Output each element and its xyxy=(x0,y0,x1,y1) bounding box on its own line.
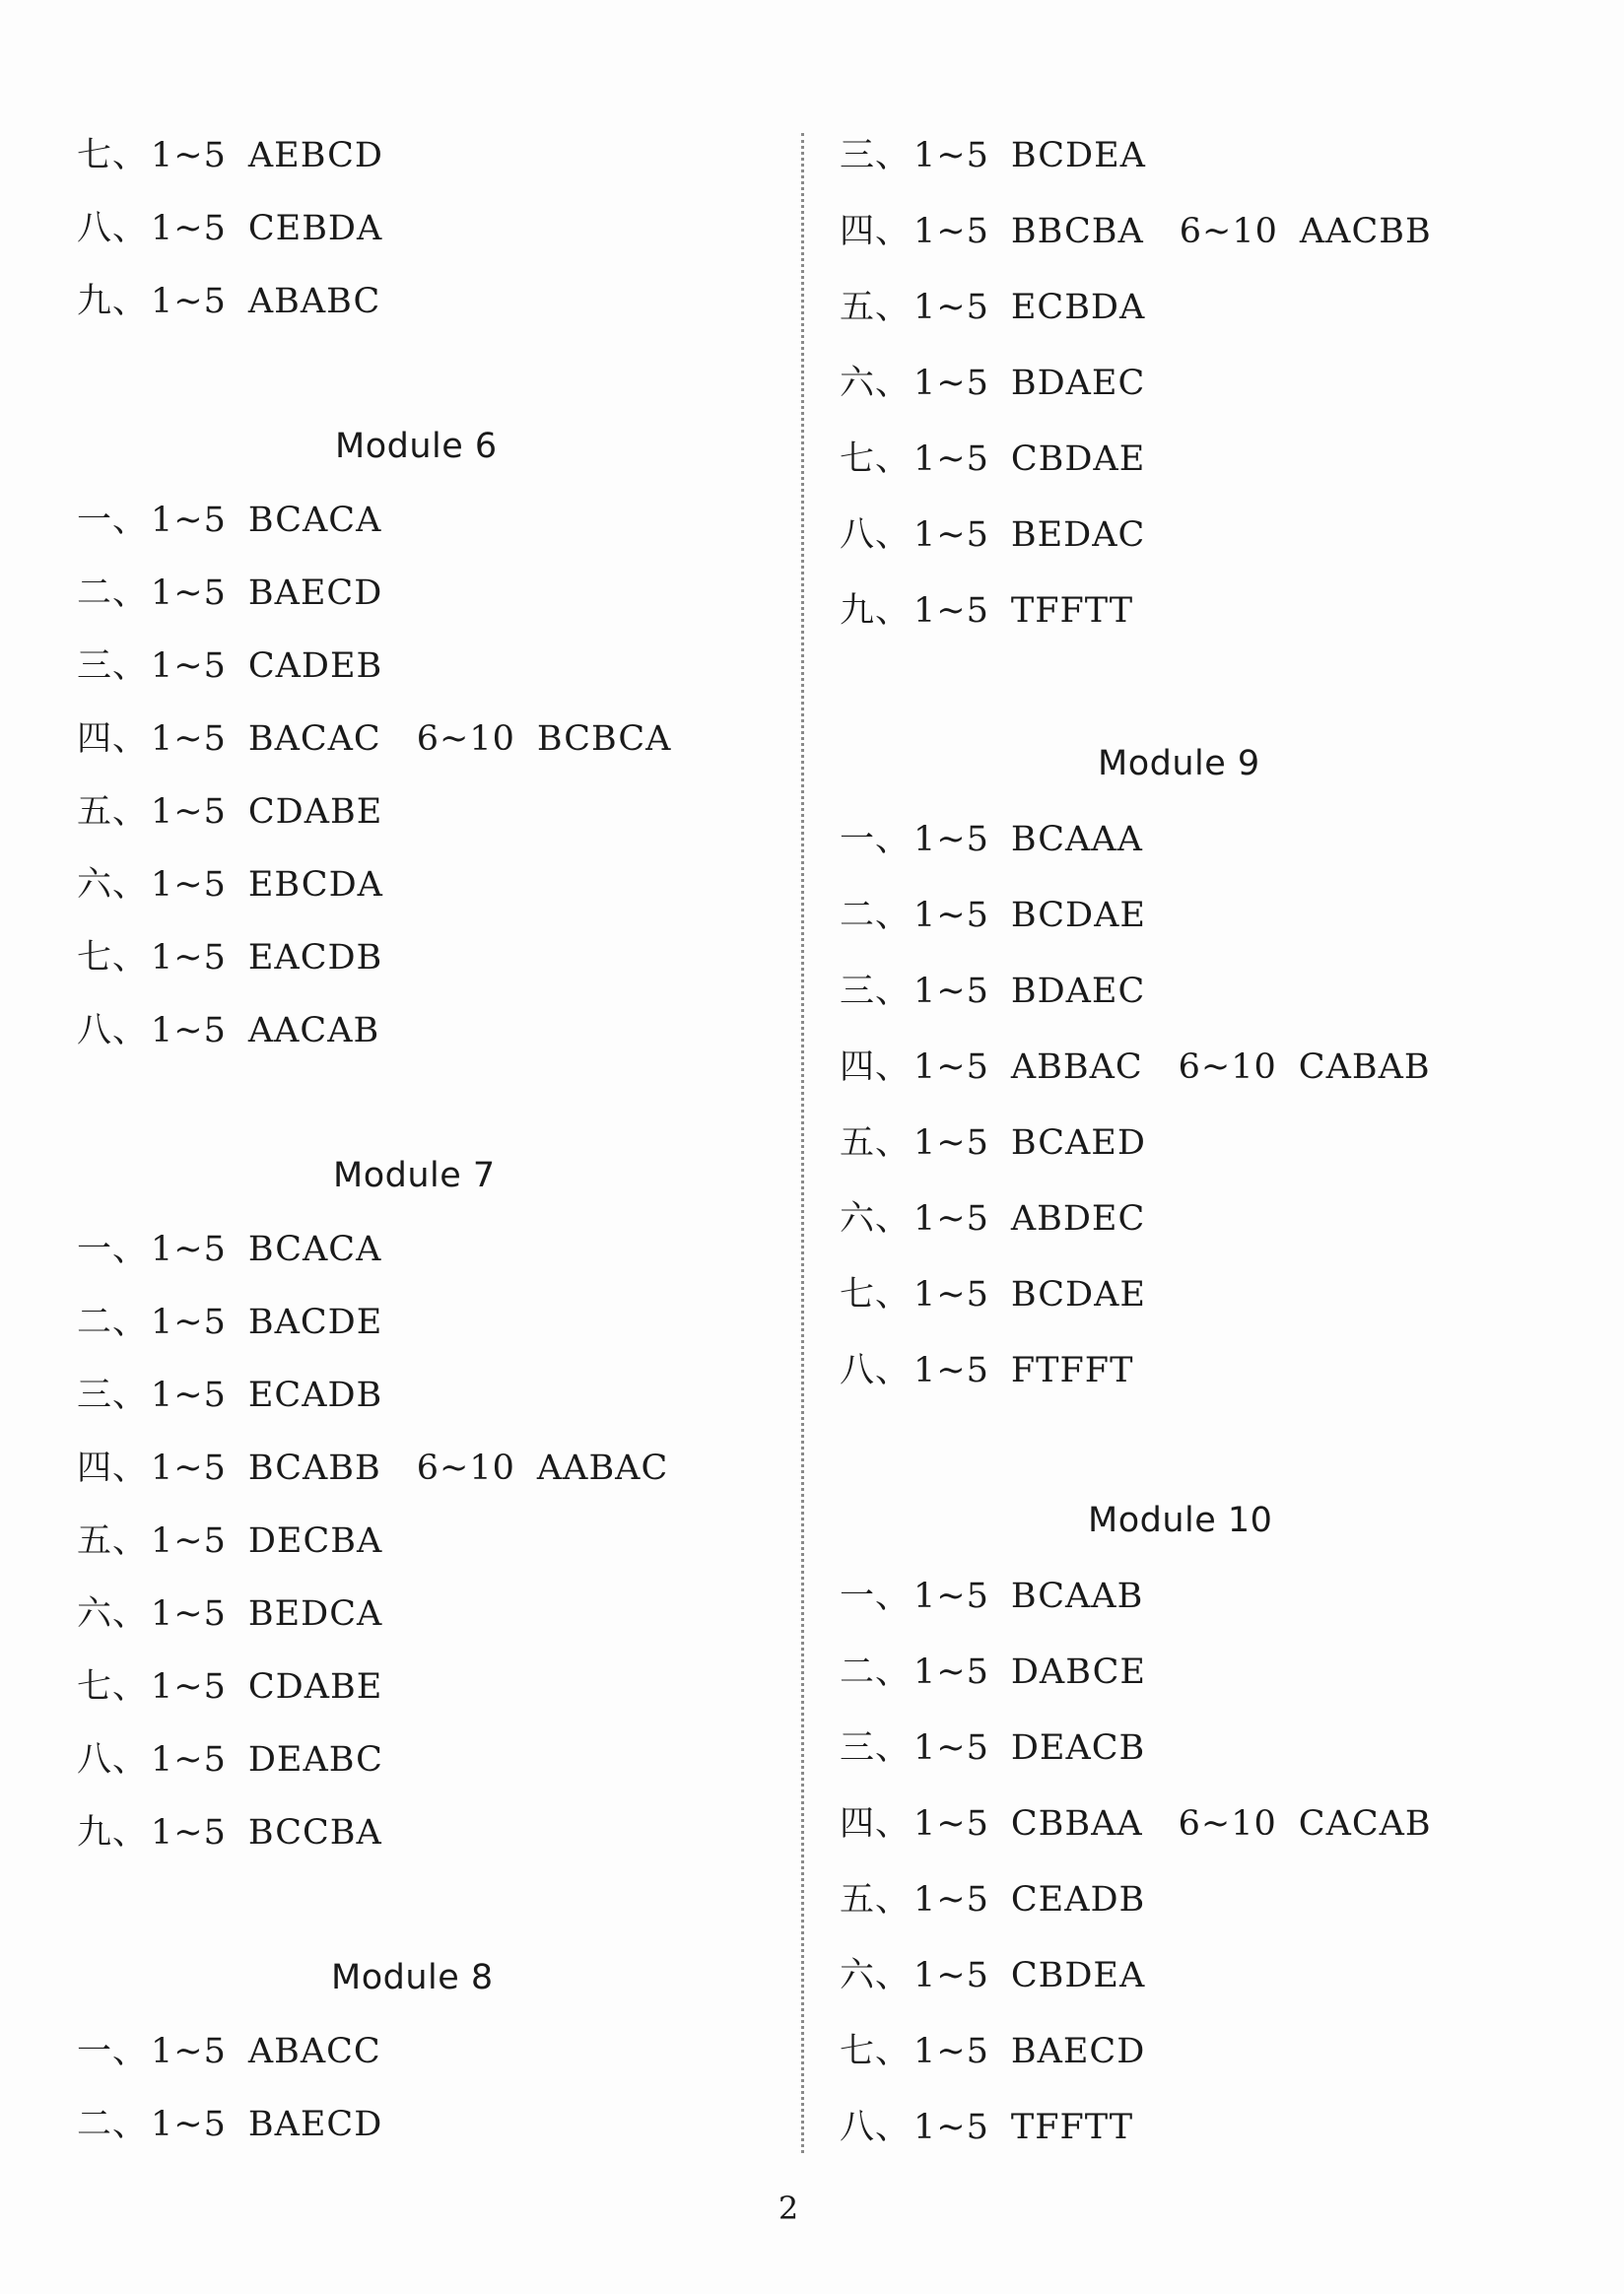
question-number: 一、 xyxy=(840,1577,912,1616)
answer-line xyxy=(77,2027,381,2076)
question-range: 1~5 xyxy=(914,591,989,631)
answers: BCAAB xyxy=(1010,1577,1144,1616)
answers: CEADB xyxy=(1010,1880,1146,1920)
question-range: 1~5 xyxy=(151,792,227,832)
question-number: 五、 xyxy=(840,288,912,327)
answers: BCDEA xyxy=(1010,136,1146,175)
question-number: 七、 xyxy=(77,938,149,978)
answer-line xyxy=(840,1875,1145,1924)
module-heading: Module 9 xyxy=(1098,744,1260,783)
question-range: 1~5 xyxy=(151,1594,227,1634)
answer-line xyxy=(77,1371,382,1420)
answer-line xyxy=(77,1225,381,1274)
answer-line xyxy=(77,1444,668,1493)
question-range: 1~5 xyxy=(151,1449,227,1488)
question-number: 二、 xyxy=(77,574,149,613)
answers: CACAB xyxy=(1298,1804,1432,1844)
answer-line xyxy=(840,1572,1143,1621)
answer-line xyxy=(840,967,1145,1016)
question-number: 八、 xyxy=(77,209,149,248)
answers: BCCBA xyxy=(247,1813,382,1853)
question-range: 1~5 xyxy=(151,1521,227,1561)
answers: ABABC xyxy=(247,282,381,321)
answer-line xyxy=(77,2100,382,2149)
question-number: 三、 xyxy=(840,972,912,1011)
answers: BBCBA xyxy=(1010,212,1144,251)
answers: ABDEC xyxy=(1010,1199,1146,1239)
question-range: 1~5 xyxy=(151,719,227,759)
module-heading: Module 7 xyxy=(333,1156,496,1195)
question-range: 1~5 xyxy=(151,1667,227,1707)
answer-line xyxy=(77,1006,379,1055)
question-number: 六、 xyxy=(840,1956,912,1995)
answers: CADEB xyxy=(247,646,383,686)
answer-line xyxy=(840,815,1143,864)
answers: ECADB xyxy=(247,1376,383,1415)
answer-line xyxy=(840,1723,1145,1773)
answers: CDABE xyxy=(247,792,383,832)
answers: BCACA xyxy=(247,1230,382,1269)
question-number: 六、 xyxy=(77,865,149,905)
page-number: 2 xyxy=(778,2190,799,2227)
question-number: 五、 xyxy=(77,792,149,832)
question-range: 1~5 xyxy=(151,574,227,613)
question-number: 八、 xyxy=(77,1740,149,1780)
answers: FTFFT xyxy=(1010,1351,1134,1390)
question-number: 五、 xyxy=(840,1880,912,1920)
module-heading: Module 6 xyxy=(335,427,498,466)
answer-line xyxy=(840,1648,1146,1697)
question-number: 六、 xyxy=(840,364,912,403)
answers: BAECD xyxy=(1010,2032,1146,2071)
answer-line xyxy=(77,714,671,764)
question-number: 六、 xyxy=(840,1199,912,1239)
question-number: 三、 xyxy=(840,1728,912,1768)
question-number: 八、 xyxy=(840,2108,912,2147)
answer-line xyxy=(840,1346,1133,1395)
question-range: 1~5 xyxy=(914,1956,989,1995)
module-heading: Module 10 xyxy=(1088,1501,1273,1540)
question-range: 1~5 xyxy=(151,1740,227,1780)
answers: BAECD xyxy=(247,2105,383,2144)
question-range: 1~5 xyxy=(914,1123,989,1163)
answers: BDAEC xyxy=(1010,972,1146,1011)
question-range: 1~5 xyxy=(914,136,989,175)
answer-line xyxy=(77,131,383,180)
question-number: 七、 xyxy=(77,136,149,175)
question-number: 四、 xyxy=(77,719,149,759)
answer-line xyxy=(840,207,1432,256)
question-number: 一、 xyxy=(840,820,912,859)
answers: BACAC xyxy=(247,719,381,759)
question-number: 七、 xyxy=(840,1275,912,1315)
answers: AACAB xyxy=(247,1011,380,1050)
answer-line xyxy=(840,1194,1145,1244)
answer-line xyxy=(840,131,1146,180)
answers: BCAED xyxy=(1010,1123,1146,1163)
question-range: 6~10 xyxy=(416,1449,515,1488)
answers: AEBCD xyxy=(247,136,383,175)
question-number: 九、 xyxy=(77,282,149,321)
answers: ABACC xyxy=(247,2032,381,2071)
question-range: 1~5 xyxy=(151,1230,227,1269)
question-range: 1~5 xyxy=(914,1728,989,1768)
question-range: 1~5 xyxy=(914,1880,989,1920)
answer-line xyxy=(840,1043,1431,1092)
question-range: 1~5 xyxy=(914,1577,989,1616)
question-number: 七、 xyxy=(77,1667,149,1707)
answers: AABAC xyxy=(536,1449,669,1488)
answers: BCAAA xyxy=(1010,820,1143,859)
question-range: 6~10 xyxy=(1178,1047,1277,1087)
question-range: 6~10 xyxy=(1179,212,1278,251)
question-range: 1~5 xyxy=(151,938,227,978)
answer-line xyxy=(840,891,1146,940)
answer-line xyxy=(77,204,382,253)
question-number: 四、 xyxy=(77,1449,149,1488)
question-range: 1~5 xyxy=(914,972,989,1011)
answers: CDABE xyxy=(247,1667,383,1707)
question-range: 1~5 xyxy=(914,515,989,555)
module-heading: Module 8 xyxy=(331,1958,494,1997)
answers: CBDEA xyxy=(1010,1956,1146,1995)
question-range: 1~5 xyxy=(151,136,227,175)
question-range: 1~5 xyxy=(914,896,989,935)
answers: DECBA xyxy=(247,1521,383,1561)
answers: BEDAC xyxy=(1010,515,1146,555)
answers: BCBCA xyxy=(536,719,672,759)
question-range: 6~10 xyxy=(416,719,515,759)
answers: BCDAE xyxy=(1010,896,1146,935)
answer-line xyxy=(77,787,382,837)
question-range: 1~5 xyxy=(914,1351,989,1390)
answer-line xyxy=(840,1270,1146,1319)
answer-line xyxy=(840,283,1145,332)
column-divider xyxy=(801,133,804,2153)
question-number: 八、 xyxy=(840,1351,912,1390)
question-number: 一、 xyxy=(77,501,149,540)
question-number: 九、 xyxy=(840,591,912,631)
question-range: 1~5 xyxy=(151,2105,227,2144)
answers: BCACA xyxy=(247,501,382,540)
answers: BACDE xyxy=(247,1303,383,1342)
question-range: 1~5 xyxy=(914,1275,989,1315)
answers: BCABB xyxy=(247,1449,381,1488)
question-number: 二、 xyxy=(840,1653,912,1692)
answers: CEBDA xyxy=(247,209,383,248)
answer-line xyxy=(77,1589,382,1639)
answer-line xyxy=(77,641,382,691)
answers: CBDAE xyxy=(1010,439,1146,479)
question-number: 二、 xyxy=(77,1303,149,1342)
question-range: 1~5 xyxy=(914,820,989,859)
answers: CABAB xyxy=(1298,1047,1431,1087)
answer-line xyxy=(840,586,1133,636)
question-number: 八、 xyxy=(77,1011,149,1050)
question-range: 1~5 xyxy=(914,2108,989,2147)
answer-line xyxy=(840,2103,1133,2152)
answers: TFFTT xyxy=(1010,2108,1134,2147)
question-range: 1~5 xyxy=(914,364,989,403)
answers: EBCDA xyxy=(247,865,383,905)
answers: BCDAE xyxy=(1010,1275,1146,1315)
question-range: 1~5 xyxy=(151,1011,227,1050)
question-number: 七、 xyxy=(840,2032,912,2071)
answers: TFFTT xyxy=(1010,591,1134,631)
answer-line xyxy=(77,1662,382,1712)
answer-line xyxy=(77,933,382,982)
answer-line xyxy=(840,1799,1432,1849)
question-number: 一、 xyxy=(77,2032,149,2071)
question-number: 三、 xyxy=(77,646,149,686)
question-number: 七、 xyxy=(840,439,912,479)
answer-line xyxy=(77,1298,382,1347)
answers: BDAEC xyxy=(1010,364,1146,403)
answers: DABCE xyxy=(1010,1653,1146,1692)
answers: CBBAA xyxy=(1010,1804,1143,1844)
question-number: 四、 xyxy=(840,1804,912,1844)
question-range: 6~10 xyxy=(1178,1804,1277,1844)
answer-line xyxy=(840,359,1145,408)
question-range: 1~5 xyxy=(914,1047,989,1087)
question-range: 1~5 xyxy=(151,1376,227,1415)
answer-line xyxy=(77,1517,382,1566)
question-range: 1~5 xyxy=(151,501,227,540)
question-number: 二、 xyxy=(77,2105,149,2144)
question-range: 1~5 xyxy=(151,1813,227,1853)
question-range: 1~5 xyxy=(151,2032,227,2071)
question-number: 三、 xyxy=(77,1376,149,1415)
question-number: 五、 xyxy=(77,1521,149,1561)
answer-line xyxy=(840,510,1145,560)
answer-line xyxy=(77,1808,382,1857)
question-number: 四、 xyxy=(840,212,912,251)
question-range: 1~5 xyxy=(151,282,227,321)
answers: DEACB xyxy=(1010,1728,1146,1768)
question-range: 1~5 xyxy=(914,212,989,251)
question-number: 二、 xyxy=(840,896,912,935)
answers: AACBB xyxy=(1299,212,1432,251)
question-range: 1~5 xyxy=(914,1199,989,1239)
answer-line xyxy=(840,1118,1146,1168)
question-number: 三、 xyxy=(840,136,912,175)
question-range: 1~5 xyxy=(914,2032,989,2071)
answers: BEDCA xyxy=(247,1594,383,1634)
question-range: 1~5 xyxy=(914,1653,989,1692)
answers: ECBDA xyxy=(1010,288,1146,327)
answers: EACDB xyxy=(247,938,383,978)
question-range: 1~5 xyxy=(151,865,227,905)
answers: ABBAC xyxy=(1010,1047,1143,1087)
question-range: 1~5 xyxy=(914,1804,989,1844)
answers: BAECD xyxy=(247,574,383,613)
question-range: 1~5 xyxy=(914,288,989,327)
answer-line xyxy=(77,496,381,545)
answer-line xyxy=(77,569,382,618)
answer-line xyxy=(840,435,1145,484)
question-number: 一、 xyxy=(77,1230,149,1269)
question-number: 五、 xyxy=(840,1123,912,1163)
question-number: 九、 xyxy=(77,1813,149,1853)
question-range: 1~5 xyxy=(151,209,227,248)
answer-line xyxy=(840,2027,1145,2076)
answers: DEABC xyxy=(247,1740,383,1780)
answer-line xyxy=(77,860,383,910)
question-number: 八、 xyxy=(840,515,912,555)
question-range: 1~5 xyxy=(914,439,989,479)
question-range: 1~5 xyxy=(151,646,227,686)
answer-line xyxy=(77,277,380,326)
answer-line xyxy=(840,1951,1145,2000)
question-number: 六、 xyxy=(77,1594,149,1634)
question-range: 1~5 xyxy=(151,1303,227,1342)
question-number: 四、 xyxy=(840,1047,912,1087)
answer-line xyxy=(77,1735,383,1785)
